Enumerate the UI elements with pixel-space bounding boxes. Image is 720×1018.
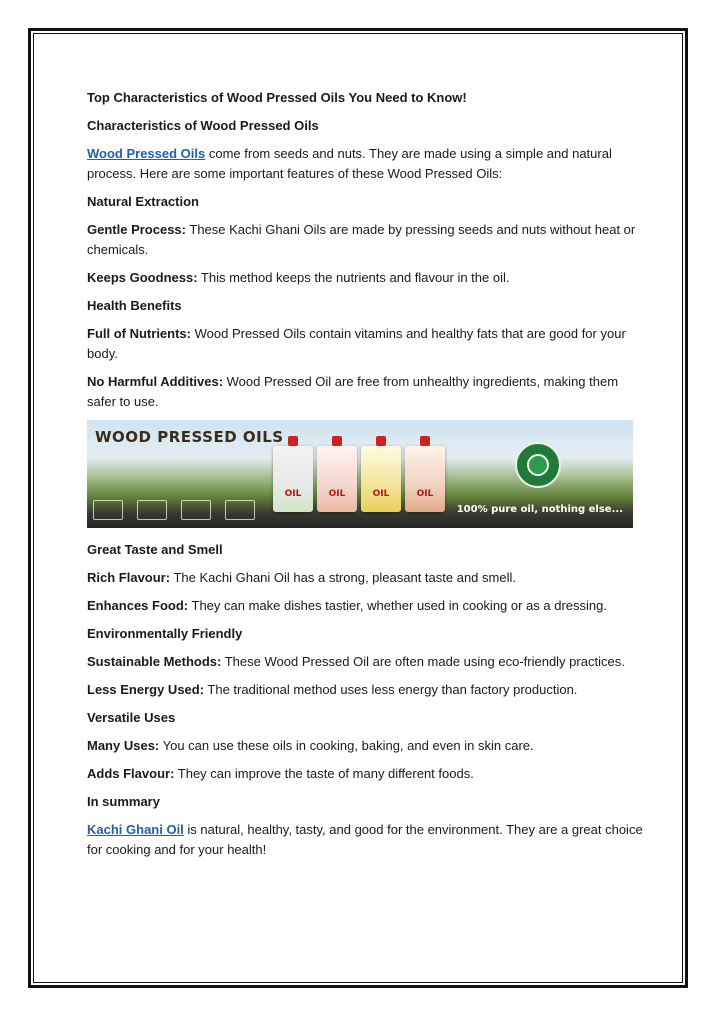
section-heading: Environmentally Friendly (87, 626, 243, 641)
list-item (87, 568, 647, 588)
list-item (87, 324, 647, 364)
list-item (87, 736, 647, 756)
item-text: These Kachi Ghani Oils are made by pressing seeds and nuts without heat or chemicals. (87, 222, 636, 257)
kachi-ghani-oil-link[interactable]: Kachi Ghani Oil (87, 822, 184, 837)
feature-icon (93, 500, 123, 520)
list-item (87, 680, 647, 700)
item-text: Wood Pressed Oils contain vitamins and healthy fats that are good for your body. (87, 326, 626, 361)
list-item (87, 372, 647, 412)
item-label: Adds Flavour: (87, 766, 175, 781)
feature-icon (137, 500, 167, 520)
item-label: Less Energy Used: (87, 682, 205, 697)
wood-pressed-oils-link[interactable]: Wood Pressed Oils (87, 146, 206, 161)
item-label: Enhances Food: (87, 598, 189, 613)
banner-tagline: 100% pure oil, nothing else... (456, 504, 623, 515)
section-heading: Great Taste and Smell (87, 542, 223, 557)
oil-can-image (317, 446, 357, 512)
item-text: These Wood Pressed Oil are often made using eco-friendly practices. (221, 654, 625, 669)
summary-heading: In summary (87, 794, 160, 809)
seal-badge-icon (515, 442, 561, 488)
item-label: No Harmful Additives: (87, 374, 224, 389)
list-item (87, 220, 647, 260)
item-label: Rich Flavour: (87, 570, 171, 585)
feature-icon (225, 500, 255, 520)
item-text: The traditional method uses less energy than factory production. (204, 682, 578, 697)
intro-paragraph (87, 144, 647, 184)
section-heading-characteristics: Characteristics of Wood Pressed Oils (87, 118, 319, 133)
summary-text: is natural, healthy, tasty, and good for the environment. They are a great choice for cooking and for your health! (87, 822, 643, 857)
item-text: The Kachi Ghani Oil has a strong, pleasant taste and smell. (170, 570, 516, 585)
intro-text: come from seeds and nuts. They are made using a simple and natural process. Here are some important features of these Wood Pressed Oils: (87, 146, 612, 181)
list-item (87, 652, 647, 672)
item-text: You can use these oils in cooking, baking, and even in skin care. (159, 738, 534, 753)
item-label: Keeps Goodness: (87, 270, 198, 285)
item-label: Many Uses: (87, 738, 160, 753)
item-text: This method keeps the nutrients and flavour in the oil. (197, 270, 510, 285)
summary-paragraph (87, 820, 647, 860)
item-label: Gentle Process: (87, 222, 186, 237)
document-title: Top Characteristics of Wood Pressed Oils You Need to Know! (87, 90, 467, 105)
feature-icons-row (93, 500, 255, 520)
document-body (87, 88, 647, 868)
banner-title: WOOD PRESSED OILS (95, 428, 284, 446)
section-heading: Natural Extraction (87, 194, 199, 209)
list-item (87, 596, 647, 616)
section-heading: Versatile Uses (87, 710, 176, 725)
item-label: Full of Nutrients: (87, 326, 191, 341)
section-heading: Health Benefits (87, 298, 182, 313)
list-item (87, 764, 647, 784)
item-text: Wood Pressed Oil are free from unhealthy ingredients, making them safer to use. (87, 374, 619, 409)
item-text: They can improve the taste of many different foods. (174, 766, 474, 781)
list-item (87, 268, 647, 288)
oil-can-image (273, 446, 313, 512)
oil-can-image (405, 446, 445, 512)
item-text: They can make dishes tastier, whether used in cooking or as a dressing. (188, 598, 608, 613)
feature-icon (181, 500, 211, 520)
item-label: Sustainable Methods: (87, 654, 222, 669)
oil-can-image (361, 446, 401, 512)
wood-pressed-oils-banner (87, 420, 633, 528)
